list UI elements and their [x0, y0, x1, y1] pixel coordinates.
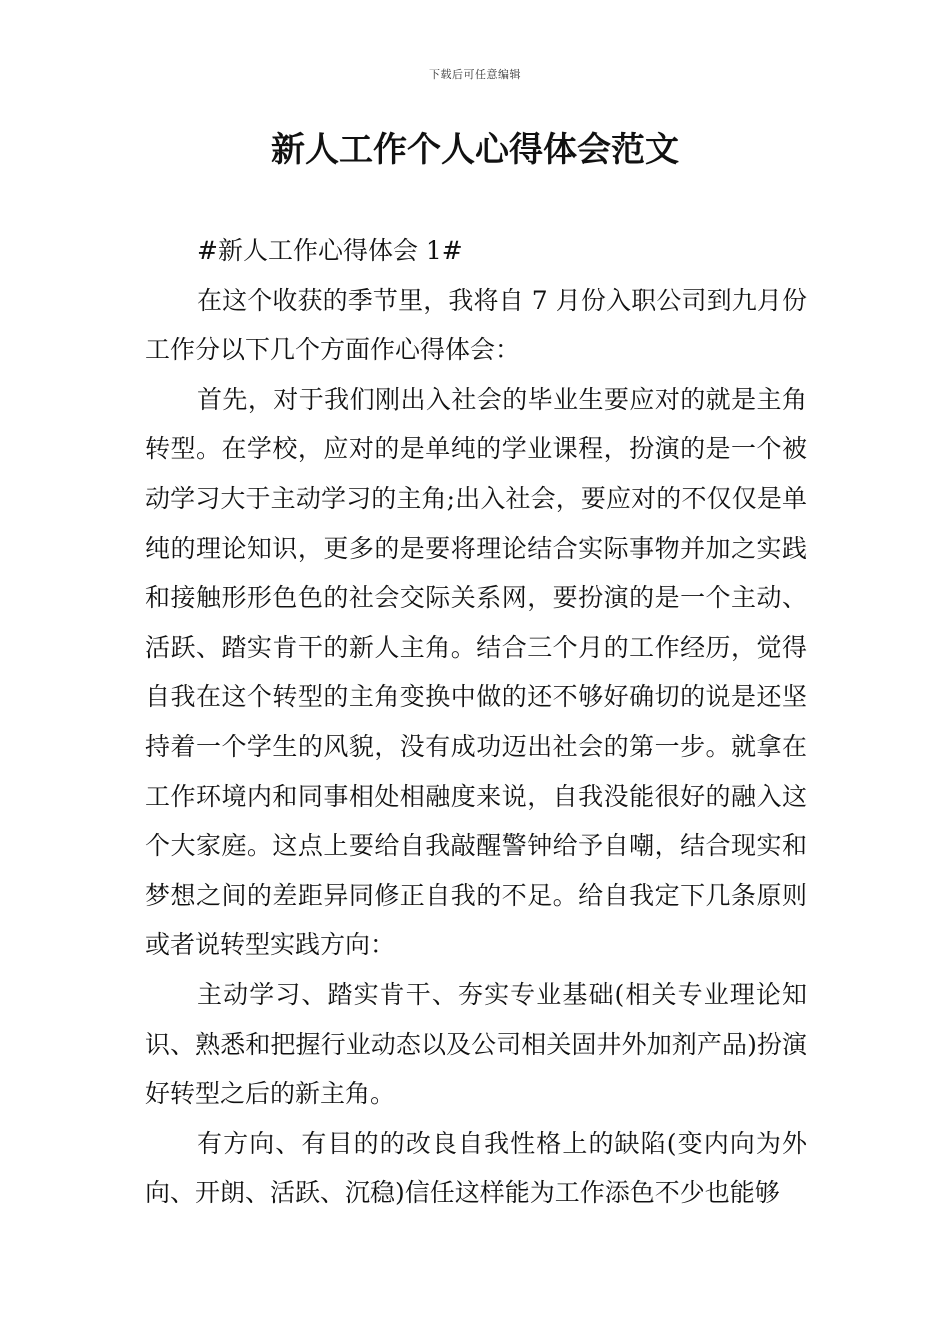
paragraph: 在这个收获的季节里，我将自 7 月份入职公司到九月份工作分以下几个方面作心得体会： — [145, 285, 807, 365]
section-heading: #新人工作心得体会 1# — [197, 236, 463, 265]
paragraph: 首先，对于我们刚出入社会的毕业生要应对的就是主角转型。在学校，应对的是单纯的学业课程，扮演的是一个被动学习大于主动学习的主角;出入社会，要应对的不仅仅是单纯的理论知识，更多的是要将理论结合实际事物并加之实践和接触形形色色的社会交际关系网，要扮演的是一个主动、活跃、踏实肯干的新人主角。结合三个月的工作经历，觉得自我在这个转型的主角变换中做的还不够好确切的说是还坚持着一个学生的风貌，没有成功迈出社会的第一步。就拿在工作环境内和同事相处相融度来说，自我没能很好的融入这个大家庭。这点上要给自我敲醒警钟给予自嘲，结合现实和梦想之间的差距异同修正自我的不足。给自我定下几条原则或者说转型实践方向： — [145, 384, 807, 960]
paragraph: 主动学习、踏实肯干、夯实专业基础(相关专业理论知识、熟悉和把握行业动态以及公司相关固井外加剂产品)扮演好转型之后的新主角。 — [145, 979, 807, 1109]
paragraph: 有方向、有目的的改良自我性格上的缺陷(变内向为外向、开朗、活跃、沉稳)信任这样能为工作添色不少也能够 — [145, 1128, 807, 1208]
header-note: 下载后可任意编辑 — [429, 68, 521, 81]
document-title: 新人工作个人心得体会范文 — [271, 130, 679, 170]
document-body — [145, 226, 807, 1218]
